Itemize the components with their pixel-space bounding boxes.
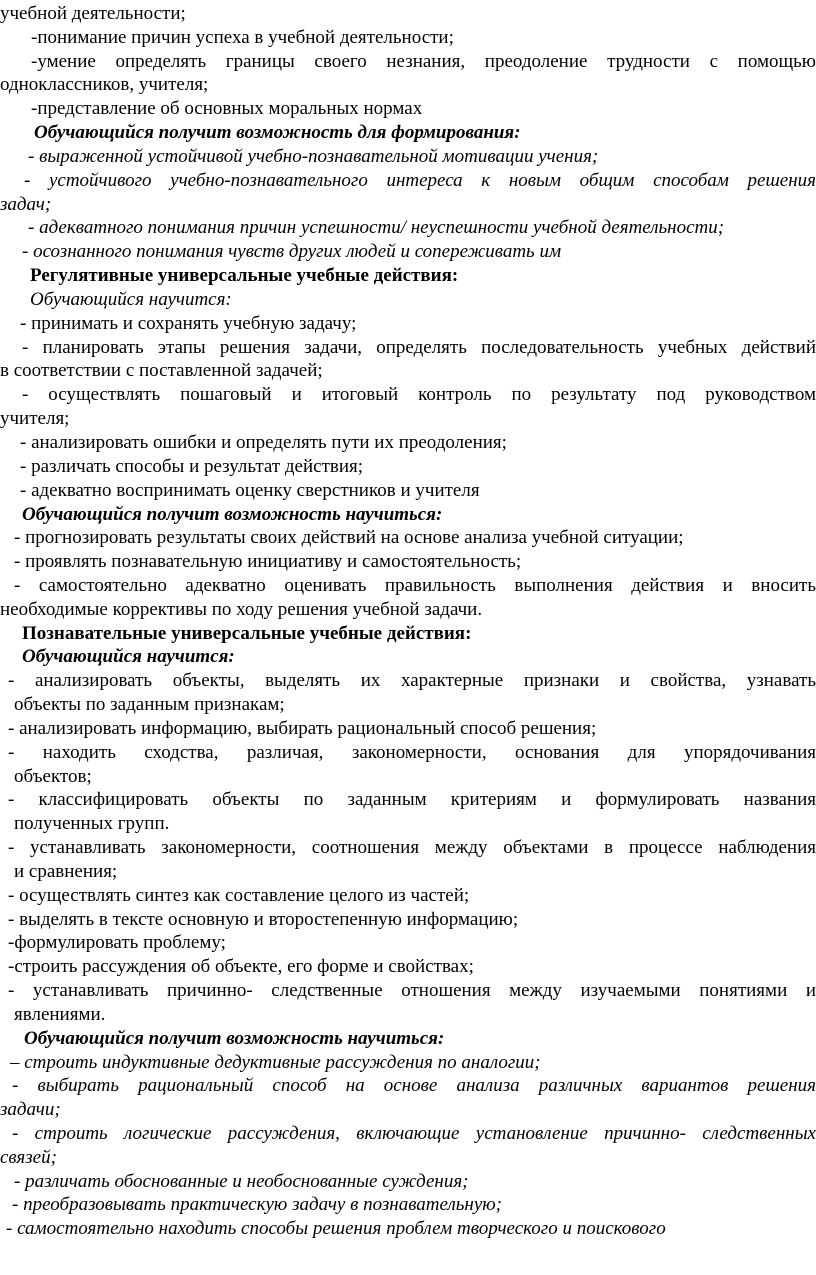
text-line: -формулировать проблему; bbox=[8, 932, 226, 953]
text-line: -понимание причин успеха в учебной деятельности; bbox=[31, 27, 454, 48]
section-subheading: Обучающийся получит возможность научиться: bbox=[24, 1028, 445, 1049]
text-line: объектов; bbox=[14, 766, 92, 787]
section-subheading: Обучающийся научится: bbox=[22, 646, 235, 667]
text-line: - самостоятельно адекватно оценивать правильность выполнения действия и вносить bbox=[14, 575, 816, 596]
text-line: - преобразовывать практическую задачу в познавательную; bbox=[12, 1194, 503, 1215]
text-line: -строить рассуждения об объекте, его форме и свойствах; bbox=[8, 956, 474, 977]
text-line: - выбирать рациональный способ на основе анализа различных вариантов решения bbox=[12, 1075, 816, 1096]
section-subheading: Обучающийся получит возможность научиться: bbox=[22, 504, 443, 525]
text-line: - устойчивого учебно-познавательного интереса к новым общим способам решения bbox=[24, 170, 816, 191]
text-line: - строить логические рассуждения, включающие установление причинно- следственных bbox=[12, 1123, 816, 1144]
text-line: связей; bbox=[0, 1147, 57, 1168]
text-line: - осуществлять синтез как составление целого из частей; bbox=[8, 885, 470, 906]
text-line: одноклассников, учителя; bbox=[0, 74, 209, 95]
text-line: -умение определять границы своего незнания, преодоление трудности с помощью bbox=[31, 51, 816, 72]
text-line: - адекватного понимания причин успешности/ неуспешности учебной деятельности; bbox=[28, 217, 725, 238]
text-line: явлениями. bbox=[14, 1004, 106, 1025]
text-line: - выделять в тексте основную и второстепенную информацию; bbox=[8, 909, 519, 930]
text-line: полученных групп. bbox=[14, 813, 170, 834]
text-line: -представление об основных моральных нормах bbox=[31, 98, 423, 119]
text-line: задачи; bbox=[0, 1099, 61, 1120]
text-line: - планировать этапы решения задачи, определять последовательность учебных действий bbox=[22, 337, 816, 358]
text-line: - различать обоснованные и необоснованные суждения; bbox=[14, 1171, 469, 1192]
text-line: - выраженной устойчивой учебно-познавательной мотивации учения; bbox=[28, 146, 599, 167]
text-line: - прогнозировать результаты своих действий на основе анализа учебной ситуации; bbox=[14, 527, 684, 548]
text-line: - осознанного понимания чувств других людей и сопереживать им bbox=[22, 241, 562, 262]
section-subheading: Обучающийся получит возможность для формирования: bbox=[34, 122, 521, 143]
text-line: - осуществлять пошаговый и итоговый контроль по результату под руководством bbox=[22, 384, 816, 405]
text-line: – строить индуктивные дедуктивные рассуждения по аналогии; bbox=[10, 1052, 541, 1073]
text-line: - адекватно воспринимать оценку сверстников и учителя bbox=[20, 480, 480, 501]
text-line: необходимые коррективы по ходу решения учебной задачи. bbox=[0, 599, 483, 620]
text-line: и сравнения; bbox=[14, 861, 118, 882]
text-line: учителя; bbox=[0, 408, 70, 429]
section-heading: Регулятивные универсальные учебные действия: bbox=[30, 265, 459, 286]
text-line: - анализировать информацию, выбирать рациональный способ решения; bbox=[8, 718, 597, 739]
text-line: - принимать и сохранять учебную задачу; bbox=[20, 313, 357, 334]
text-line: объекты по заданным признакам; bbox=[14, 694, 285, 715]
text-line: - классифицировать объекты по заданным критериям и формулировать названия bbox=[8, 789, 816, 810]
text-line: - проявлять познавательную инициативу и самостоятельность; bbox=[14, 551, 522, 572]
text-line: - находить сходства, различая, закономерности, основания для упорядочивания bbox=[8, 742, 816, 763]
text-line: - устанавливать причинно- следственные отношения между изучаемыми понятиями и bbox=[8, 980, 816, 1001]
text-line: - устанавливать закономерности, соотношения между объектами в процессе наблюдения bbox=[8, 837, 816, 858]
section-heading: Познавательные универсальные учебные действия: bbox=[22, 623, 472, 644]
section-subheading: Обучающийся научится: bbox=[30, 289, 232, 310]
text-line: - анализировать объекты, выделять их характерные признаки и свойства, узнавать bbox=[8, 670, 816, 691]
text-line: - самостоятельно находить способы решения проблем творческого и поискового bbox=[6, 1218, 666, 1239]
text-line: - различать способы и результат действия; bbox=[20, 456, 364, 477]
text-line: задач; bbox=[0, 194, 52, 215]
text-line: учебной деятельности; bbox=[0, 3, 186, 24]
text-line: в соответствии с поставленной задачей; bbox=[0, 360, 323, 381]
text-line: - анализировать ошибки и определять пути их преодоления; bbox=[20, 432, 507, 453]
